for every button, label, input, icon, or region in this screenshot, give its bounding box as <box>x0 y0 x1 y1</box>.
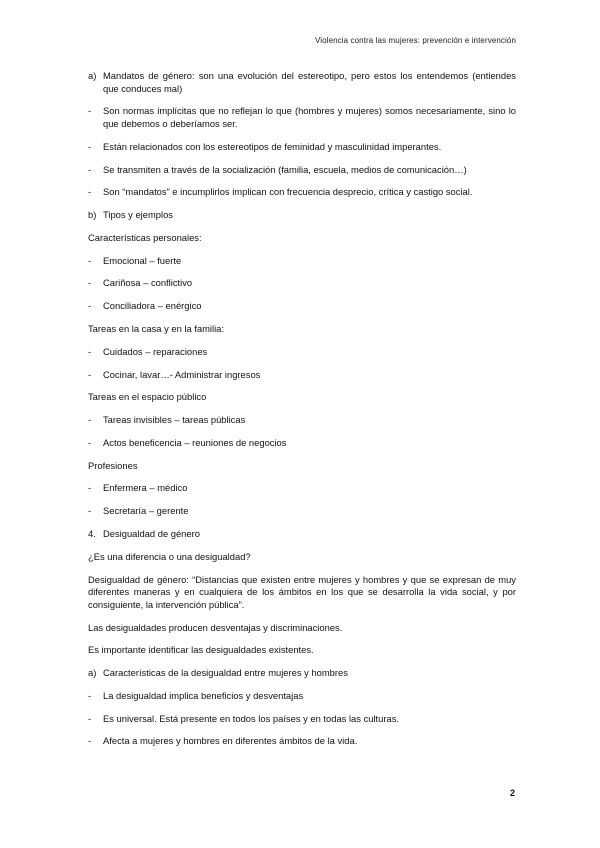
paragraph: Las desigualdades producen desventajas y discriminaciones. <box>88 621 343 633</box>
list-marker: 4. <box>88 528 96 540</box>
list-item-text: Cariñosa – conflictivo <box>103 277 193 289</box>
list-marker: - <box>88 712 92 724</box>
list-marker: a) <box>88 70 97 81</box>
subheading: Características personales: <box>88 231 202 243</box>
list-item <box>88 735 516 748</box>
list-marker: - <box>88 436 92 448</box>
list-item <box>88 186 516 199</box>
list-item-text: Emocional – fuerte <box>103 254 182 266</box>
paragraph: Es importante identificar las desigualdades existentes. <box>88 644 314 656</box>
list-marker: - <box>88 482 92 494</box>
list-item <box>88 164 516 177</box>
running-header: Violencia contra las mujeres: prevención e intervención <box>314 36 516 45</box>
list-marker: - <box>88 300 92 312</box>
list-marker: - <box>88 368 92 380</box>
list-item-text: Tareas invisibles – tareas públicas <box>103 414 246 426</box>
list-marker: - <box>88 163 92 175</box>
list-item-text: Actos beneficencia – reuniones de negocios <box>103 436 287 448</box>
section-heading-text: Desigualdad de género <box>103 528 200 540</box>
list-marker: - <box>88 277 92 289</box>
list-item <box>88 414 516 427</box>
section-heading-text: Tipos y ejemplos <box>103 209 173 221</box>
list-marker: - <box>88 505 92 517</box>
list-item <box>88 713 516 726</box>
list-marker: - <box>88 345 92 357</box>
paragraph: ¿Es una diferencia o una desigualdad? <box>88 550 251 562</box>
list-item-text: Están relacionados con los estereotipos de feminidad y masculinidad imperantes. <box>103 140 442 152</box>
page-number: 2 <box>509 788 515 798</box>
list-item-text: Enfermera – médico <box>103 482 188 494</box>
list-marker: - <box>88 414 92 426</box>
list-item <box>88 277 516 290</box>
list-item-text: Cuidados – reparaciones <box>103 345 208 357</box>
list-item <box>88 690 516 703</box>
list-item-text: Son normas implícitas que no reflejan lo que (hombres y mujeres) somos necesariamente, sino lo que debemos o deberíamos ser. <box>103 105 516 129</box>
list-marker: - <box>88 254 92 266</box>
subheading: Profesiones <box>88 459 138 471</box>
section-heading <box>88 528 516 541</box>
list-marker: - <box>88 105 92 117</box>
list-marker: b) <box>88 209 97 221</box>
list-item-text: Son “mandatos” e incumplirlos implican con frecuencia desprecio, crítica y castigo social. <box>103 186 473 198</box>
definition-paragraph: Desigualdad de género: “Distancias que existen entre mujeres y hombres y que se expresan de muy diferentes maneras y en cualquiera de los ámbitos en los que se desarrolla la vida social, y por consiguiente, la intervención pública”. <box>88 573 516 610</box>
list-item <box>88 369 516 382</box>
list-marker: - <box>88 140 92 152</box>
list-item <box>88 105 516 130</box>
list-item <box>88 437 516 450</box>
list-item <box>88 482 516 495</box>
list-marker: - <box>88 186 92 198</box>
list-item <box>88 300 516 313</box>
document-body <box>88 70 516 758</box>
subheading: Tareas en el espacio público <box>88 391 207 403</box>
section-heading-text: Características de la desigualdad entre mujeres y hombres <box>103 667 348 679</box>
list-marker: - <box>88 689 92 701</box>
subheading: Tareas en la casa y en la familia: <box>88 323 225 334</box>
section-heading <box>88 667 516 680</box>
list-marker: - <box>88 735 92 747</box>
list-item <box>88 255 516 268</box>
list-item-text: Conciliadora – enérgico <box>103 300 202 312</box>
list-item-text: Secretaría – gerente <box>103 505 189 517</box>
list-marker: a) <box>88 667 97 679</box>
list-item <box>88 346 516 359</box>
section-heading <box>88 209 516 222</box>
list-item <box>88 505 516 518</box>
list-item <box>88 141 516 154</box>
list-item-text: Cocinar, lavar…- Administrar ingresos <box>103 368 261 380</box>
list-item-text: Mandatos de género: son una evolución del estereotipo, pero estos los entendemos (entiendes que conduces mal) <box>103 70 516 94</box>
list-item-text: Afecta a mujeres y hombres en diferentes ámbitos de la vida. <box>103 735 358 747</box>
list-item-text: La desigualdad implica beneficios y desventajas <box>103 689 304 701</box>
list-item-text: Se transmiten a través de la socialización (familia, escuela, medios de comunicación…) <box>103 163 467 175</box>
list-item-text: Es universal. Está presente en todos los países y en todas las culturas. <box>103 712 399 724</box>
list-item <box>88 70 516 95</box>
